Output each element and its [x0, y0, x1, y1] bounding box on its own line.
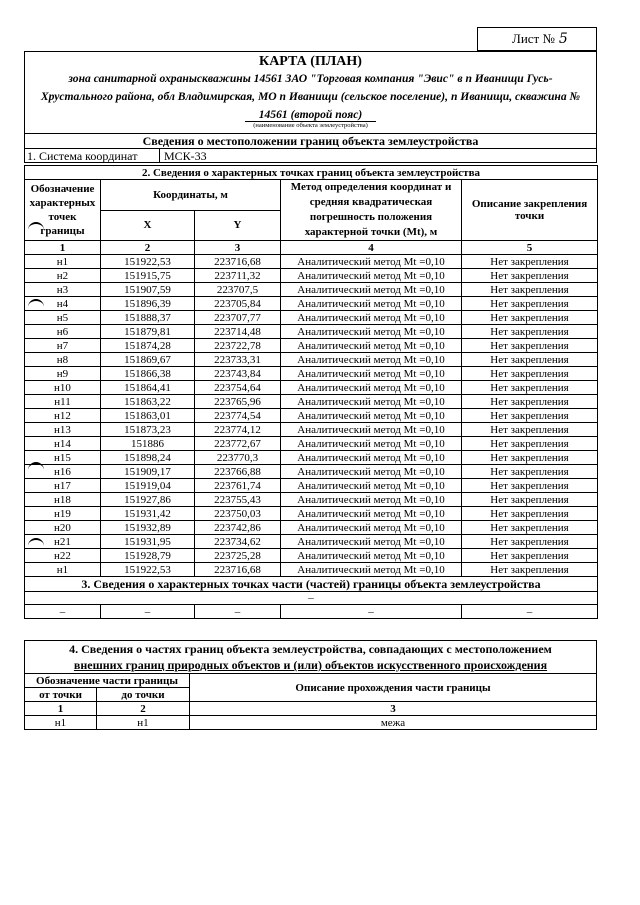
document-title: КАРТА (ПЛАН) [259, 54, 362, 69]
method: Аналитический метод Mt =0,10 [281, 549, 462, 563]
coord-y: 223711,32 [195, 269, 281, 283]
method: Аналитический метод Mt =0,10 [281, 507, 462, 521]
coord-x: 151922,53 [101, 255, 195, 269]
method: Аналитический метод Mt =0,10 [281, 479, 462, 493]
coord-x: 151919,04 [101, 479, 195, 493]
coord-y: 223750,03 [195, 507, 281, 521]
fixing: Нет закрепления [462, 255, 598, 269]
table-row [25, 297, 598, 311]
table-row [25, 339, 598, 353]
col-x-header: X [101, 210, 195, 241]
point-id: н10 [25, 381, 101, 395]
method: Аналитический метод Mt =0,10 [281, 283, 462, 297]
fixing: Нет закрепления [462, 297, 598, 311]
coord-y: 223733,31 [195, 353, 281, 367]
coord-y: 223725,28 [195, 549, 281, 563]
sheet-number: 5 [558, 31, 568, 47]
coord-x: 151915,75 [101, 269, 195, 283]
sheet-label: Лист № [512, 31, 555, 46]
method: Аналитический метод Mt =0,10 [281, 381, 462, 395]
coord-x: 151931,42 [101, 507, 195, 521]
point-id: н1 [25, 255, 101, 269]
point-id: н2 [25, 269, 101, 283]
method: Аналитический метод Mt =0,10 [281, 339, 462, 353]
coord-x: 151863,22 [101, 395, 195, 409]
col-num-2: 2 [101, 241, 195, 255]
s4-col-num-1: 1 [25, 702, 97, 716]
coord-y: 223705,84 [195, 297, 281, 311]
col-y-header: Y [195, 210, 281, 241]
col-points-header: Обозначение характерных точек границы [25, 180, 101, 241]
table-row [25, 563, 598, 577]
coord-y: 223754,64 [195, 381, 281, 395]
table-row [25, 283, 598, 297]
boundary-to-point: н1 [97, 716, 190, 730]
section1-table [24, 133, 597, 163]
method: Аналитический метод Mt =0,10 [281, 451, 462, 465]
section3-dash-cell: – [281, 605, 462, 619]
table-row [25, 451, 598, 465]
point-id: н11 [25, 395, 101, 409]
point-id: н21 [25, 535, 101, 549]
table-row [25, 325, 598, 339]
subtitle-caption: (наименование объекта землеустройства) [245, 121, 376, 129]
table-row [25, 255, 598, 269]
handwritten-mark [28, 538, 44, 548]
coord-x: 151898,24 [101, 451, 195, 465]
table-row [25, 395, 598, 409]
coord-x: 151932,89 [101, 521, 195, 535]
coord-y: 223742,86 [195, 521, 281, 535]
coord-x: 151907,59 [101, 283, 195, 297]
coord-y: 223774,54 [195, 409, 281, 423]
table-row [25, 549, 598, 563]
method: Аналитический метод Mt =0,10 [281, 409, 462, 423]
handwritten-mark [28, 299, 44, 309]
table-row [25, 465, 598, 479]
section2-title: 2. Сведения о характерных точках границ объекта землеустройства [25, 166, 598, 180]
point-id: н13 [25, 423, 101, 437]
table-row [25, 423, 598, 437]
coord-x: 151879,81 [101, 325, 195, 339]
method: Аналитический метод Mt =0,10 [281, 311, 462, 325]
coord-x: 151863,01 [101, 409, 195, 423]
coord-y: 223716,68 [195, 563, 281, 577]
method: Аналитический метод Mt =0,10 [281, 437, 462, 451]
fixing: Нет закрепления [462, 535, 598, 549]
coord-x: 151869,67 [101, 353, 195, 367]
point-id: н6 [25, 325, 101, 339]
col-part-header: Обозначение части границы [25, 674, 190, 688]
coord-x: 151864,41 [101, 381, 195, 395]
section3-dash-top: – [25, 592, 598, 605]
method: Аналитический метод Mt =0,10 [281, 395, 462, 409]
coord-y: 223743,84 [195, 367, 281, 381]
point-id: н15 [25, 451, 101, 465]
point-id: н18 [25, 493, 101, 507]
method: Аналитический метод Mt =0,10 [281, 297, 462, 311]
s4-col-num-3: 3 [190, 702, 597, 716]
boundary-path-desc: межа [190, 716, 597, 730]
method: Аналитический метод Mt =0,10 [281, 269, 462, 283]
section4-title-line2: внешних границ природных объектов и (или) объектов искусственного происхождения [73, 658, 548, 672]
coord-y: 223766,88 [195, 465, 281, 479]
method: Аналитический метод Mt =0,10 [281, 325, 462, 339]
point-id: н19 [25, 507, 101, 521]
fixing: Нет закрепления [462, 465, 598, 479]
fixing: Нет закрепления [462, 437, 598, 451]
coord-x: 151873,23 [101, 423, 195, 437]
fixing: Нет закрепления [462, 507, 598, 521]
fixing: Нет закрепления [462, 549, 598, 563]
coord-y: 223722,78 [195, 339, 281, 353]
fixing: Нет закрепления [462, 493, 598, 507]
point-id: н9 [25, 367, 101, 381]
coord-x: 151922,53 [101, 563, 195, 577]
col-num-1: 1 [25, 241, 101, 255]
method: Аналитический метод Mt =0,10 [281, 535, 462, 549]
coord-x: 151886 [101, 437, 195, 451]
point-id: н12 [25, 409, 101, 423]
table-row [25, 437, 598, 451]
point-id: н22 [25, 549, 101, 563]
col-from-header: от точки [25, 688, 97, 702]
fixing: Нет закрепления [462, 409, 598, 423]
fixing: Нет закрепления [462, 353, 598, 367]
table-row [25, 353, 598, 367]
fixing: Нет закрепления [462, 563, 598, 577]
coord-x: 151928,79 [101, 549, 195, 563]
coord-y: 223755,43 [195, 493, 281, 507]
coord-x: 151866,38 [101, 367, 195, 381]
col-desc-header: Описание закрепления точки [462, 180, 598, 241]
section4-table [24, 640, 597, 730]
table-row [25, 493, 598, 507]
coord-y: 223774,12 [195, 423, 281, 437]
method: Аналитический метод Mt =0,10 [281, 353, 462, 367]
point-id: н20 [25, 521, 101, 535]
coord-y: 223770,3 [195, 451, 281, 465]
col-coords-header: Координаты, м [101, 180, 281, 211]
fixing: Нет закрепления [462, 423, 598, 437]
sheet-number-box [477, 27, 597, 51]
coord-x: 151896,39 [101, 297, 195, 311]
coord-x: 151927,86 [101, 493, 195, 507]
section3-dash-cell: – [25, 605, 101, 619]
coord-y: 223707,5 [195, 283, 281, 297]
document-subtitle: зона санитарной охраныскважины 14561 ЗАО "Торговая компания "Эвис" в п Иванищи Гусь-Хрустального района, обл Владимирская, МО п Иванищи (сельское поселение), п Иванищи, скважина № 14561 (второй пояс) [40, 72, 581, 121]
point-id: н3 [25, 283, 101, 297]
boundary-from-point: н1 [25, 716, 97, 730]
col-to-header: до точки [97, 688, 190, 702]
coord-y: 223734,62 [195, 535, 281, 549]
coord-y: 223716,68 [195, 255, 281, 269]
coord-system-label: 1. Система координат [25, 149, 160, 163]
s4-col-num-2: 2 [97, 702, 190, 716]
method: Аналитический метод Mt =0,10 [281, 367, 462, 381]
point-id: н14 [25, 437, 101, 451]
coord-system-value: МСК-33 [160, 149, 597, 163]
fixing: Нет закрепления [462, 521, 598, 535]
coord-x: 151909,17 [101, 465, 195, 479]
fixing: Нет закрепления [462, 479, 598, 493]
point-id: н4 [25, 297, 101, 311]
points-table [24, 165, 598, 619]
fixing: Нет закрепления [462, 451, 598, 465]
point-id: н8 [25, 353, 101, 367]
table-row [25, 311, 598, 325]
coord-y: 223772,67 [195, 437, 281, 451]
fixing: Нет закрепления [462, 367, 598, 381]
section3-dash-cell: – [101, 605, 195, 619]
fixing: Нет закрепления [462, 325, 598, 339]
point-id: н1 [25, 563, 101, 577]
handwritten-mark [28, 222, 44, 232]
fixing: Нет закрепления [462, 283, 598, 297]
col-num-5: 5 [462, 241, 598, 255]
point-id: н7 [25, 339, 101, 353]
fixing: Нет закрепления [462, 339, 598, 353]
coord-x: 151888,37 [101, 311, 195, 325]
section3-dash-cell: – [195, 605, 281, 619]
point-id: н16 [25, 465, 101, 479]
method: Аналитический метод Mt =0,10 [281, 423, 462, 437]
fixing: Нет закрепления [462, 381, 598, 395]
table-row [25, 521, 598, 535]
handwritten-mark [28, 462, 44, 472]
section1-title: Сведения о местоположении границ объекта землеустройства [25, 134, 597, 149]
section4-title-line1: 4. Сведения о частях границ объекта землеустройства, совпадающих с местоположением [69, 642, 552, 656]
fixing: Нет закрепления [462, 311, 598, 325]
table-row [25, 269, 598, 283]
point-id: н5 [25, 311, 101, 325]
coord-y: 223714,48 [195, 325, 281, 339]
coord-y: 223707,77 [195, 311, 281, 325]
section3-dash-cell: – [462, 605, 598, 619]
table-row [25, 479, 598, 493]
table-row [25, 381, 598, 395]
table-row [25, 367, 598, 381]
coord-y: 223761,74 [195, 479, 281, 493]
method: Аналитический метод Mt =0,10 [281, 563, 462, 577]
fixing: Нет закрепления [462, 395, 598, 409]
table-row [25, 507, 598, 521]
col-path-desc-header: Описание прохождения части границы [190, 674, 597, 702]
coord-x: 151874,28 [101, 339, 195, 353]
section3-title: 3. Сведения о характерных точках части (частей) границы объекта землеустройства [25, 577, 598, 592]
coord-x: 151931,95 [101, 535, 195, 549]
coord-y: 223765,96 [195, 395, 281, 409]
col-method-header: Метод определения координат и средняя квадратическая погрешность положения характерной точки (Мt), м [281, 180, 462, 241]
table-row [25, 535, 598, 549]
method: Аналитический метод Mt =0,10 [281, 255, 462, 269]
document-header [24, 51, 597, 134]
col-num-4: 4 [281, 241, 462, 255]
method: Аналитический метод Mt =0,10 [281, 465, 462, 479]
col-num-3: 3 [195, 241, 281, 255]
fixing: Нет закрепления [462, 269, 598, 283]
table-row [25, 409, 598, 423]
method: Аналитический метод Mt =0,10 [281, 521, 462, 535]
point-id: н17 [25, 479, 101, 493]
method: Аналитический метод Mt =0,10 [281, 493, 462, 507]
